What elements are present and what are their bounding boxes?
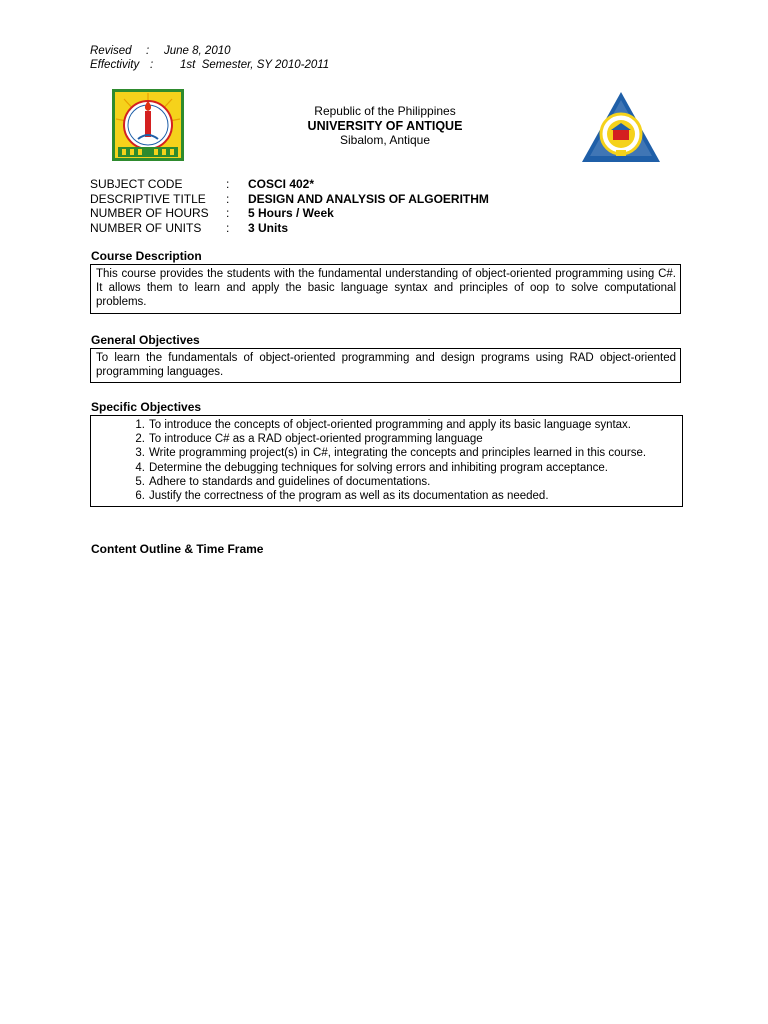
subject-code-label: SUBJECT CODE bbox=[90, 177, 183, 191]
course-description-box bbox=[90, 264, 681, 314]
number-of-hours-label: NUMBER OF HOURS bbox=[90, 206, 209, 220]
revised-separator: : bbox=[146, 45, 150, 57]
effectivity-label: Effectivity bbox=[90, 59, 140, 71]
subject-info bbox=[90, 177, 489, 235]
subject-code-value: COSCI 402* bbox=[248, 177, 315, 191]
college-seal-icon bbox=[580, 90, 662, 164]
specific-objectives-list bbox=[96, 418, 676, 503]
colon: : bbox=[226, 220, 230, 235]
descriptive-title-value: DESIGN AND ANALYSIS OF ALGOERITHM bbox=[248, 191, 489, 206]
revision-info bbox=[90, 44, 329, 72]
institution-header bbox=[270, 104, 500, 148]
effectivity-row bbox=[90, 58, 329, 72]
descriptive-title-label: DESCRIPTIVE TITLE bbox=[90, 191, 206, 206]
list-item: 3. Write programming project(s) in C#, integrating the concepts and principles learned in this course. bbox=[135, 447, 647, 460]
specific-objectives-heading: Specific Objectives bbox=[91, 400, 202, 414]
revised-label: Revised bbox=[90, 45, 132, 57]
effectivity-value: 1st Semester, SY 2010-2011 bbox=[180, 59, 330, 71]
list-item: 1. To introduce the concepts of object-oriented programming and apply its basic language syntax. bbox=[135, 419, 632, 431]
subject-code-row bbox=[90, 177, 489, 192]
list-item: 6. Justify the correctness of the program as well as its documentation as needed. bbox=[135, 490, 549, 503]
colon: : bbox=[226, 191, 230, 206]
revised-row bbox=[90, 44, 329, 58]
university-seal-icon bbox=[112, 89, 184, 161]
general-objectives-box bbox=[90, 348, 681, 383]
colon: : bbox=[226, 206, 230, 220]
content-outline-heading: Content Outline & Time Frame bbox=[91, 542, 264, 556]
general-objectives-heading: General Objectives bbox=[91, 333, 200, 347]
republic-text: Republic of the Philippines bbox=[314, 104, 456, 118]
list-item: 2. To introduce C# as a RAD object-oriented programming language bbox=[135, 433, 483, 446]
university-location: Sibalom, Antique bbox=[339, 133, 431, 147]
course-description-text: This course provides the students with the fundamental understanding of object-oriented programming using C#. It allows them to learn and apply the basic language syntax and principles of oop to solve computational problems. bbox=[96, 268, 676, 309]
descriptive-title-row bbox=[90, 192, 489, 207]
number-of-units-value: 3 Units bbox=[248, 220, 289, 235]
list-item: 4. Determine the debugging techniques for solving errors and inhibiting program acceptance. bbox=[135, 461, 608, 474]
number-of-units-row bbox=[90, 221, 489, 236]
revised-value: June 8, 2010 bbox=[164, 45, 231, 57]
effectivity-separator: : bbox=[150, 59, 154, 71]
general-objectives-text: To learn the fundamentals of object-oriented programming and design programs using RAD object-oriented programming languages. bbox=[96, 352, 676, 379]
specific-objectives-box bbox=[90, 415, 683, 507]
course-description-heading: Course Description bbox=[91, 249, 202, 263]
list-item: 5. Adhere to standards and guidelines of documentations. bbox=[135, 475, 431, 488]
number-of-units-label: NUMBER OF UNITS bbox=[90, 220, 202, 235]
number-of-hours-row bbox=[90, 206, 489, 221]
university-name: UNIVERSITY OF ANTIQUE bbox=[307, 118, 463, 133]
colon: : bbox=[226, 177, 230, 191]
number-of-hours-value: 5 Hours / Week bbox=[248, 206, 334, 220]
